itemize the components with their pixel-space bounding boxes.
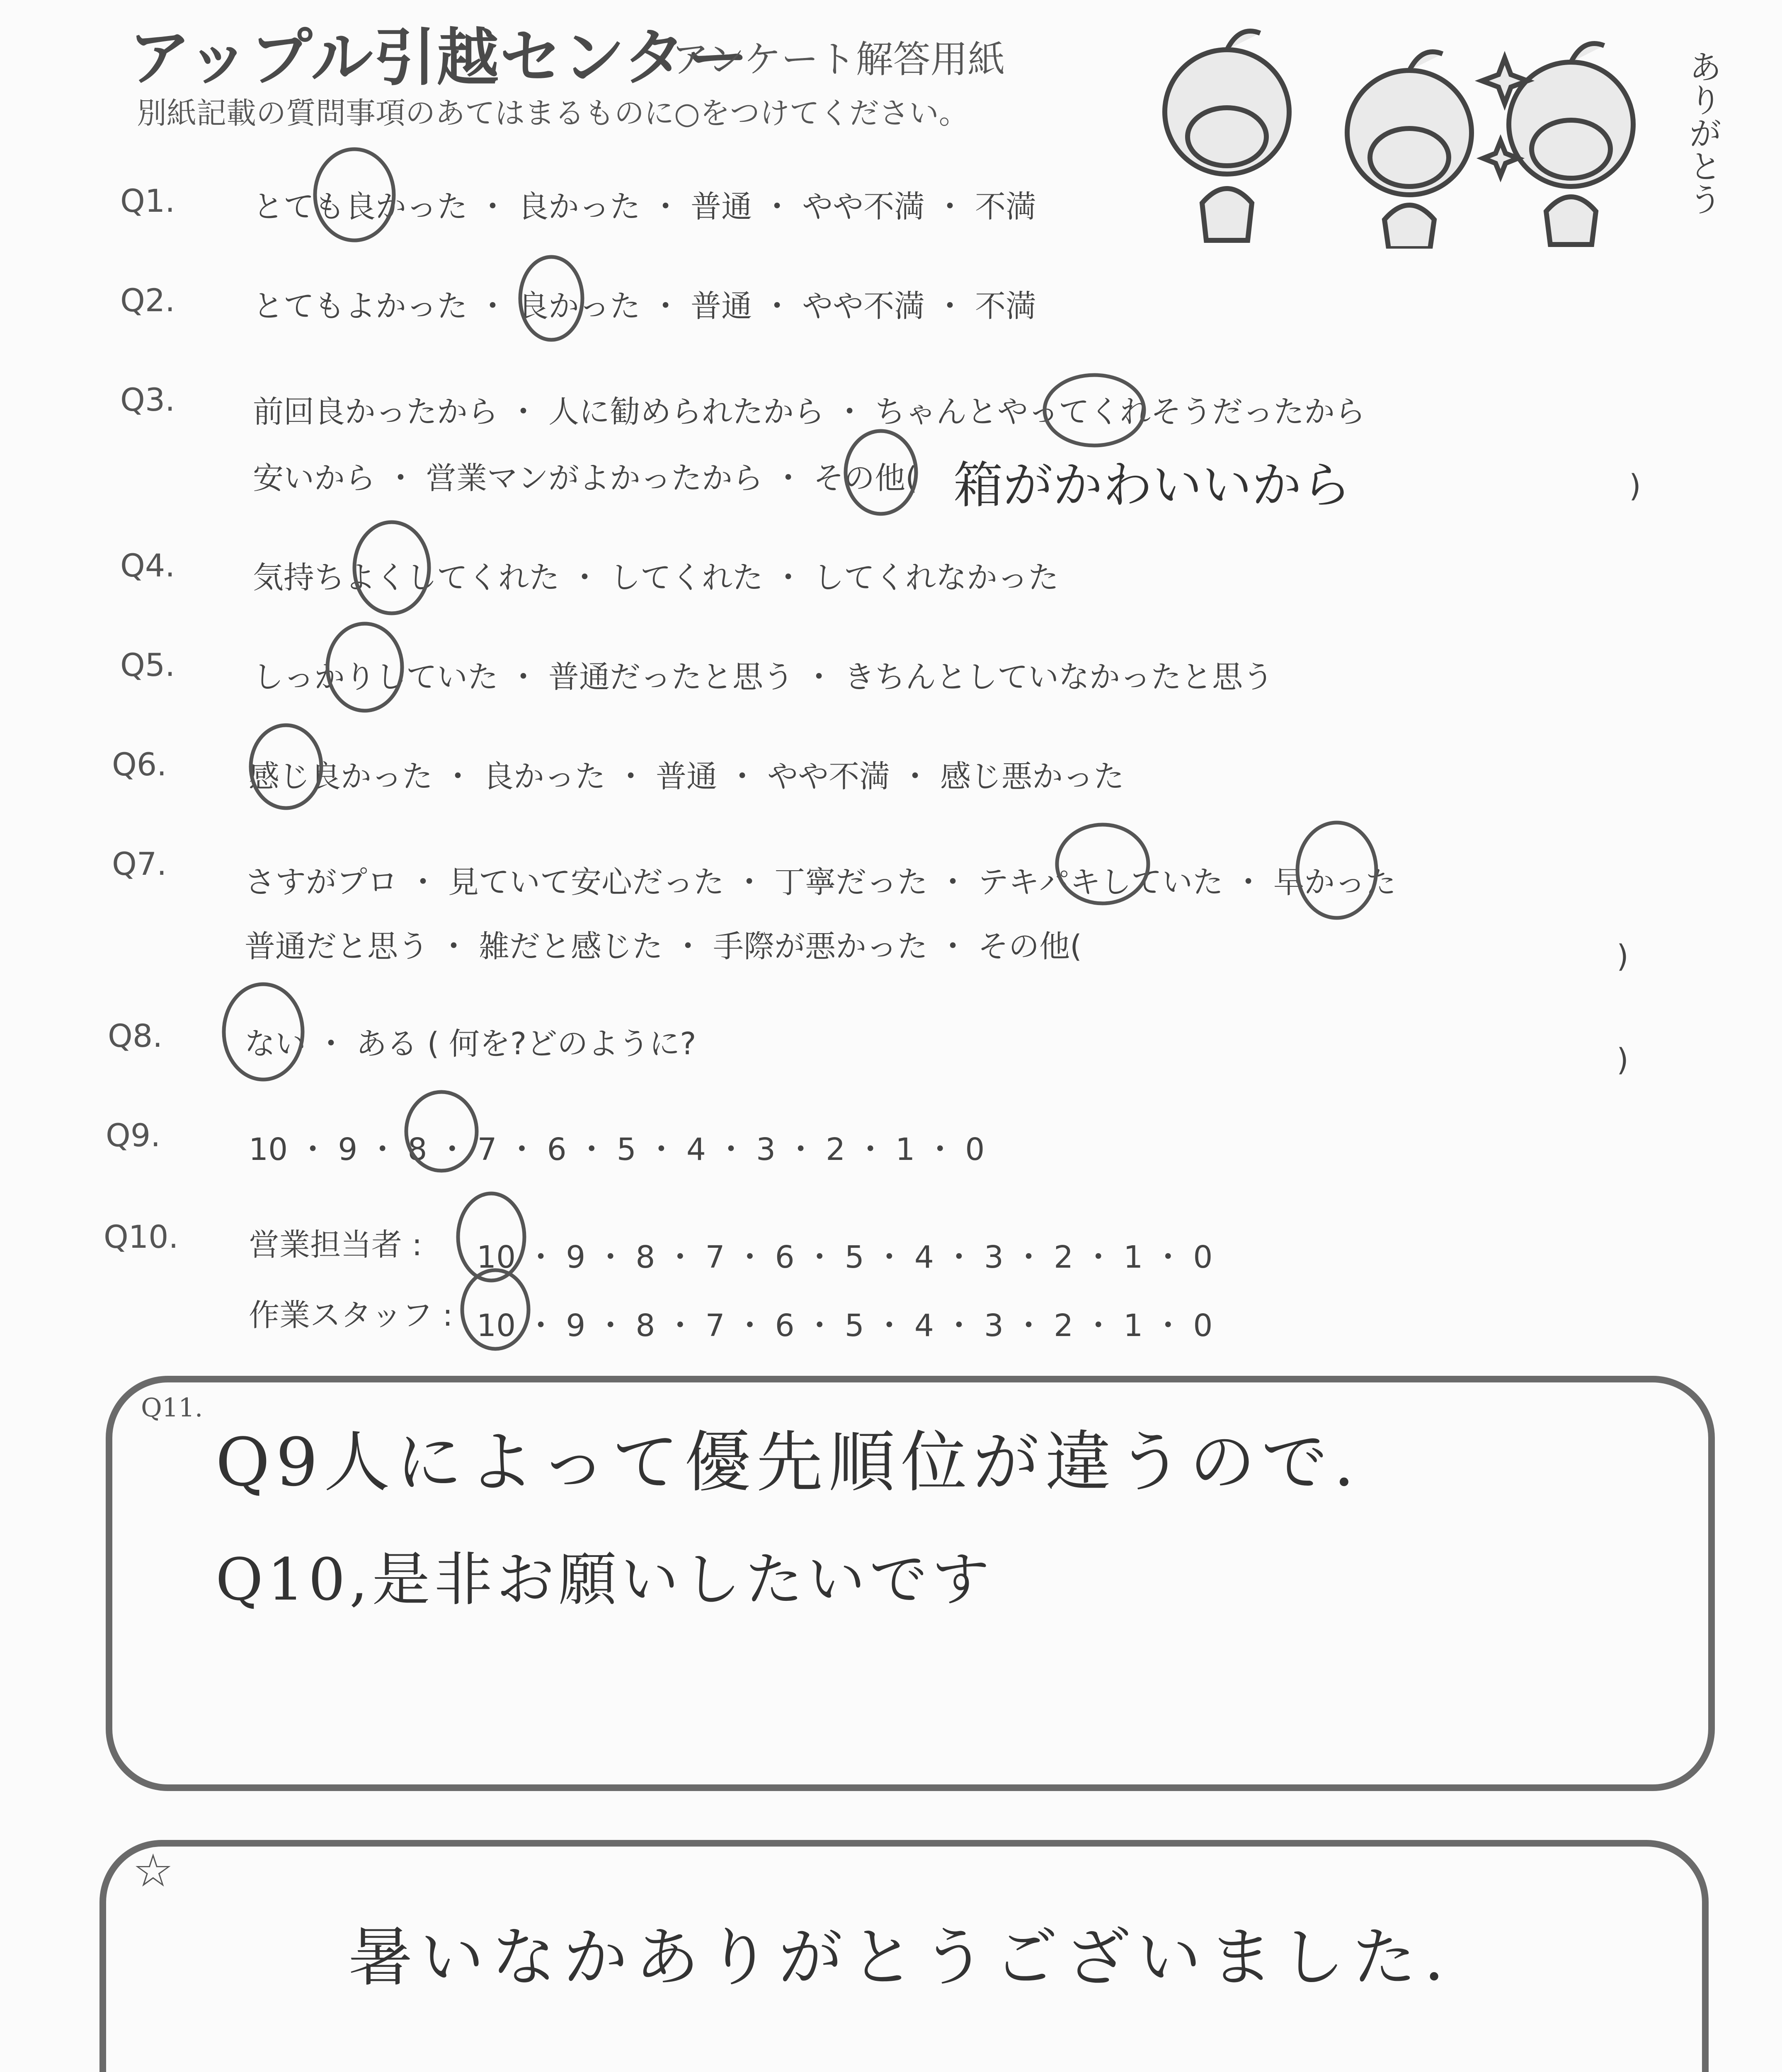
- q11-comment-line2: Q10,是非お願いしたいです: [216, 1546, 994, 1614]
- q11-label: Q11.: [141, 1392, 203, 1423]
- q1-options: とても良かった ・ 良かった ・ 普通 ・ やや不満 ・ 不満: [253, 189, 1037, 225]
- q1-answer-circle: [315, 149, 394, 240]
- q9-scale: 10 ・ 9 ・ 8 ・ 7 ・ 6 ・ 5 ・ 4 ・ 3 ・ 2 ・ 1 ・ 0: [249, 1132, 985, 1167]
- q4-options: 気持ちよくしてくれた ・ してくれた ・ してくれなかった: [253, 560, 1059, 595]
- q10-label: Q10.: [104, 1218, 179, 1255]
- q10-sales-scale: 10 ・ 9 ・ 8 ・ 7 ・ 6 ・ 5 ・ 4 ・ 3 ・ 2 ・ 1 ・ 0: [477, 1239, 1213, 1275]
- q7-options-line2: 普通だと思う ・ 雑だと感じた ・ 手際が悪かった ・ その他(: [245, 929, 1082, 964]
- q6-label: Q6.: [112, 746, 167, 783]
- q9-label: Q9.: [106, 1117, 161, 1154]
- q10-sales-circle: [458, 1193, 524, 1280]
- q7-answer-circle: [1297, 823, 1376, 918]
- q7-close-paren: ): [1617, 939, 1629, 974]
- q10-staff-scale: 10 ・ 9 ・ 8 ・ 7 ・ 6 ・ 5 ・ 4 ・ 3 ・ 2 ・ 1 ・ 0: [477, 1308, 1213, 1343]
- q6-options: 感じ良かった ・ 良かった ・ 普通 ・ やや不満 ・ 感じ悪かった: [249, 759, 1125, 794]
- q8-answer-circle: [224, 984, 303, 1080]
- q7-answer-circle: [1057, 825, 1148, 903]
- q11-comment-line1: Q9人によって優先順位が違うので.: [216, 1423, 1360, 1501]
- star-comment-text: 暑いなかありがとうございました.: [348, 1920, 1452, 1995]
- q2-answer-circle: [520, 257, 582, 340]
- thank-you-vertical-text: ありがとう: [1683, 50, 1722, 215]
- q3-other-circle: [846, 431, 916, 514]
- q2-options: とてもよかった ・ 良かった ・ 普通 ・ やや不満 ・ 不満: [253, 288, 1037, 324]
- q4-label: Q4.: [120, 547, 175, 584]
- q8-close-paren: ): [1617, 1042, 1629, 1078]
- q5-answer-circle: [327, 624, 402, 711]
- q10-sales-label: 営業担当者 :: [249, 1227, 422, 1263]
- q10-staff-label: 作業スタッフ :: [249, 1297, 453, 1333]
- q1-label: Q1.: [120, 182, 175, 219]
- q5-options: しっかりしていた ・ 普通だったと思う ・ きちんとしていなかったと思う: [253, 659, 1274, 695]
- q3-label: Q3.: [120, 381, 175, 418]
- q3-other-answer: 箱がかわいいから: [953, 457, 1351, 514]
- q2-label: Q2.: [120, 282, 175, 319]
- q9-answer-circle: [406, 1092, 477, 1171]
- instruction-text: 別紙記載の質問事項のあてはまるものに○をつけてください。: [137, 96, 969, 131]
- q4-answer-circle: [354, 522, 429, 613]
- q3-options-line2: 安いから ・ 営業マンがよかったから ・ その他(: [253, 460, 917, 496]
- q5-label: Q5.: [120, 646, 175, 683]
- survey-subtitle: アンケート解答用紙: [672, 38, 1005, 81]
- q3-answer-circle: [1045, 375, 1144, 445]
- q3-close-paren: ): [1629, 468, 1641, 504]
- q7-options-line1: さすがプロ ・ 見ていて安心だった ・ 丁寧だった ・ テキパキしていた ・ 早かった: [245, 864, 1397, 900]
- survey-title: アップル引越センター: [128, 22, 749, 94]
- q3-options-line1: 前回良かったから ・ 人に勧められたから ・ ちゃんとやってくれそうだったから: [253, 394, 1366, 430]
- q8-label: Q8.: [108, 1017, 163, 1054]
- q7-label: Q7.: [112, 845, 167, 882]
- q8-options: ない ・ ある ( 何を?どのように?: [245, 1026, 696, 1062]
- star-icon: ☆: [133, 1844, 174, 1897]
- q6-answer-circle: [251, 725, 321, 808]
